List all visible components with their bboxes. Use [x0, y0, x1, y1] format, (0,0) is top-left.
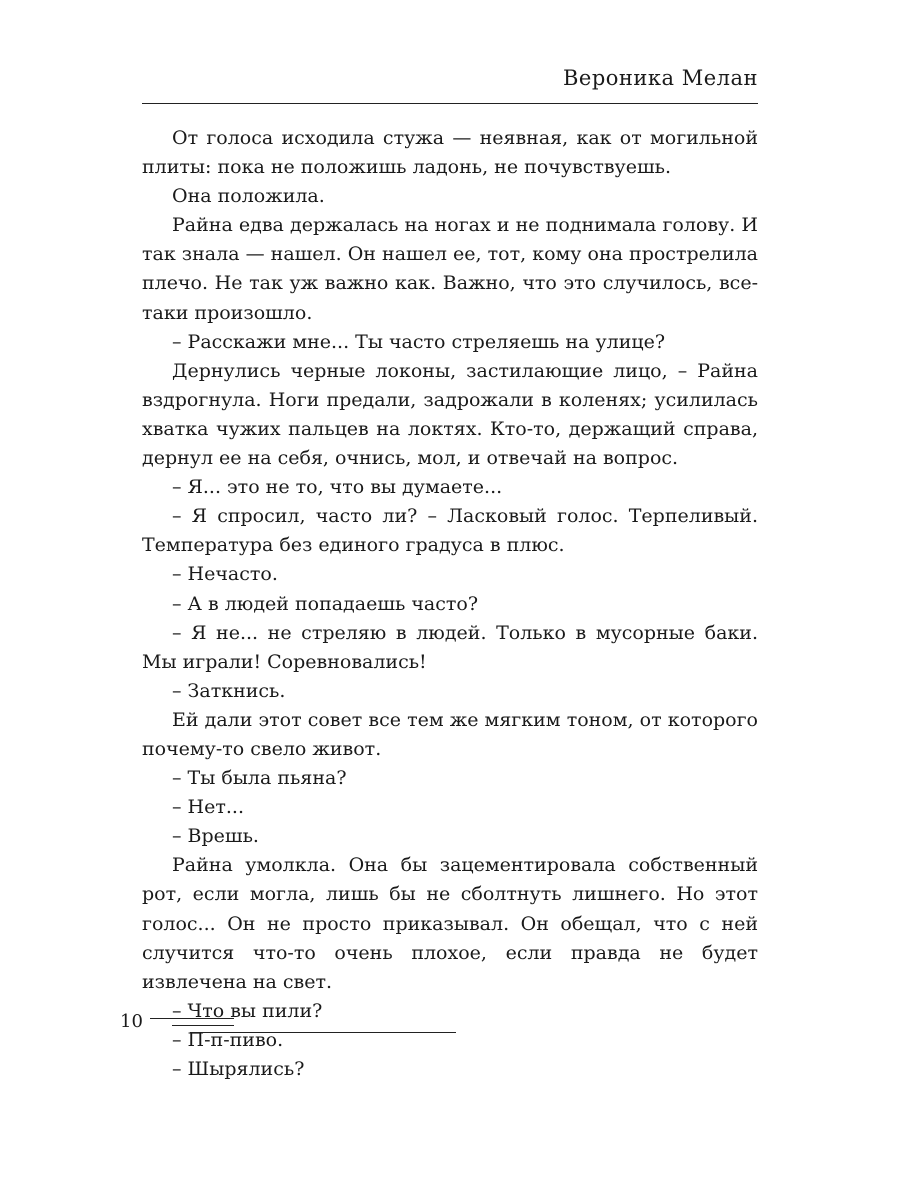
paragraph: От голоса исходила стужа — неявная, как от могильной плиты: пока не положишь ладонь, не почувствуешь.: [142, 127, 758, 179]
paragraph: – Шырялись?: [172, 1058, 305, 1080]
paragraph: – П-п-пиво.: [172, 1028, 284, 1051]
paragraph: – Ты была пьяна?: [172, 767, 347, 790]
page-number: 10: [120, 1011, 143, 1032]
paragraph: Ей дали этот совет все тем же мягким тоном, от которого почему-то свело живот.: [142, 708, 758, 760]
footer-rule-short-middle: [172, 1025, 234, 1026]
footer-rule-long: [190, 1032, 456, 1033]
paragraph: – А в людей попадаешь часто?: [172, 592, 479, 615]
footer-rule-ornament: [150, 1016, 460, 1036]
footer-rule-short-top: [150, 1018, 234, 1019]
paragraph: – Нет...: [172, 796, 244, 819]
paragraph: Райна умолкла. Она бы зацементировала собственный рот, если могла, лишь бы не сболтнуть лишнего. Но этот голос... Он не просто приказывал. Он обещал, что с ней случится что-то очень плохое, если правда не будет извлечена на свет.: [142, 854, 758, 993]
paragraph: – Нечасто.: [172, 563, 278, 586]
paragraph: Она положила.: [172, 185, 325, 208]
paragraph: – Я спросил, часто ли? – Ласковый голос. Терпеливый. Температура без единого градуса в плюс.: [142, 505, 758, 557]
header-rule: [142, 103, 758, 104]
paragraph: Дернулись черные локоны, застилающие лицо, – Райна вздрогнула. Ноги предали, задрожали в коленях; усилилась хватка чужих пальцев на локтях. Кто-то, держащий справа, дернул ее на себя, очнись, мол, и отвечай на вопрос.: [142, 359, 758, 470]
paragraph: – Заткнись.: [172, 679, 286, 702]
paragraph: Райна едва держалась на ногах и не поднимала голову. И так знала — нашел. Он нашел ее, тот, кому она прострелила плечо. Не так уж важно как. Важно, что это случилось, все-таки произошло.: [142, 214, 758, 324]
paragraph: – Я... это не то, что вы думаете...: [172, 476, 503, 499]
paragraph: – Расскажи мне... Ты часто стреляешь на улице?: [172, 330, 666, 353]
running-head-author: Вероника Мелан: [562, 66, 758, 90]
paragraph: – Что вы пили?: [172, 999, 323, 1022]
paragraph: – Врешь.: [172, 825, 259, 848]
paragraph: – Я не... не стреляю в людей. Только в мусорные баки. Мы играли! Соревновались!: [142, 621, 758, 673]
body-text: [142, 124, 758, 1084]
